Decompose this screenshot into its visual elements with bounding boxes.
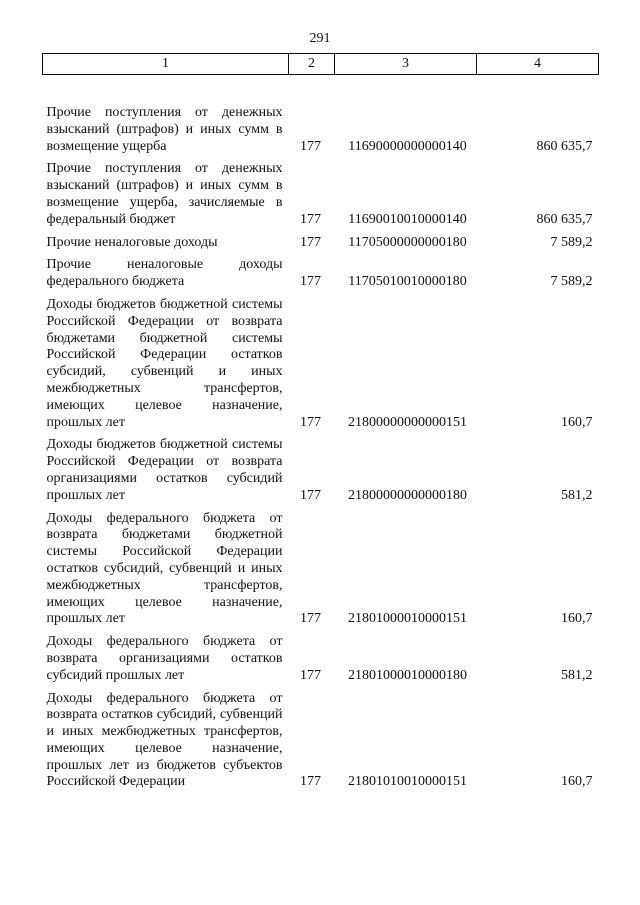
row-name: Прочие поступления от денежных взысканий (штрафов) и иных сумм в возмещение ущерба (46, 105, 283, 154)
row-name: Доходы федерального бюджета от возврата бюджетами бюджетной системы Российской Федерации остатков субсидий, субвенций и иных межбюджетных трансфертов, имеющих целевое назначение, прошлых лет (46, 510, 283, 627)
row-admin-code: 177 (300, 414, 321, 430)
row-admin-code: 177 (300, 487, 321, 503)
row-classification-code: 11705010010000180 (348, 274, 467, 290)
row-amount: 160,7 (561, 611, 593, 627)
row-amount: 581,2 (561, 667, 593, 683)
header-col-1: 1 (43, 54, 289, 75)
table-row (43, 251, 599, 291)
row-classification-code: 21801000010000151 (348, 611, 467, 627)
table-header (43, 54, 599, 75)
row-amount: 581,2 (561, 487, 593, 503)
header-col-3: 3 (335, 54, 477, 75)
revenue-table (42, 53, 599, 791)
row-classification-code: 11705000000000180 (348, 234, 467, 250)
row-name: Доходы федерального бюджета от возврата остатков субсидий, субвенций и иных межбюджетных трансфертов, имеющих целевое назначение, прошлых лет из бюджетов субъектов Российской Федерации (46, 690, 283, 790)
row-classification-code: 21801010010000151 (348, 774, 467, 790)
row-classification-code: 21801000010000180 (348, 667, 467, 683)
row-name: Доходы федерального бюджета от возврата организациями остатков субсидий прошлых лет (46, 634, 283, 683)
table-row (43, 75, 599, 156)
row-amount: 160,7 (561, 414, 593, 430)
row-name: Доходы бюджетов бюджетной системы Российской Федерации от возврата организациями остатков субсидий прошлых лет (46, 437, 283, 503)
row-amount: 7 589,2 (550, 234, 593, 250)
row-name: Прочие неналоговые доходы (46, 234, 218, 250)
table-row (43, 229, 599, 252)
row-amount: 160,7 (561, 774, 593, 790)
row-admin-code: 177 (300, 774, 321, 790)
row-admin-code: 177 (300, 138, 321, 154)
row-admin-code: 177 (300, 274, 321, 290)
table-row (43, 685, 599, 792)
page-number: 291 (309, 31, 331, 46)
table-row (43, 628, 599, 684)
row-classification-code: 11690000000000140 (348, 138, 467, 154)
table-body (43, 75, 599, 792)
row-classification-code: 11690010010000140 (348, 211, 467, 227)
row-amount: 860 635,7 (536, 138, 593, 154)
row-admin-code: 177 (300, 667, 321, 683)
header-col-2: 2 (289, 54, 335, 75)
row-amount: 860 635,7 (536, 211, 593, 227)
row-admin-code: 177 (300, 211, 321, 227)
row-name: Доходы бюджетов бюджетной системы Российской Федерации от возврата бюджетами бюджетной системы Российской Федерации остатков субсидий, субвенций и иных межбюджетных трансфертов, имеющих целевое назначение, прошлых лет (46, 296, 283, 430)
row-name: Прочие поступления от денежных взысканий (штрафов) и иных сумм в возмещение ущерба, зачисляемые в федеральный бюджет (46, 161, 283, 227)
table-row (43, 291, 599, 431)
row-amount: 7 589,2 (550, 274, 593, 290)
row-admin-code: 177 (300, 234, 321, 250)
row-admin-code: 177 (300, 611, 321, 627)
row-name: Прочие неналоговые доходы федерального бюджета (46, 257, 283, 290)
header-row (43, 54, 599, 75)
table-row (43, 505, 599, 629)
row-classification-code: 21800000000000180 (348, 487, 467, 503)
row-classification-code: 21800000000000151 (348, 414, 467, 430)
header-col-4: 4 (477, 54, 599, 75)
table-row (43, 155, 599, 228)
table-row (43, 431, 599, 504)
